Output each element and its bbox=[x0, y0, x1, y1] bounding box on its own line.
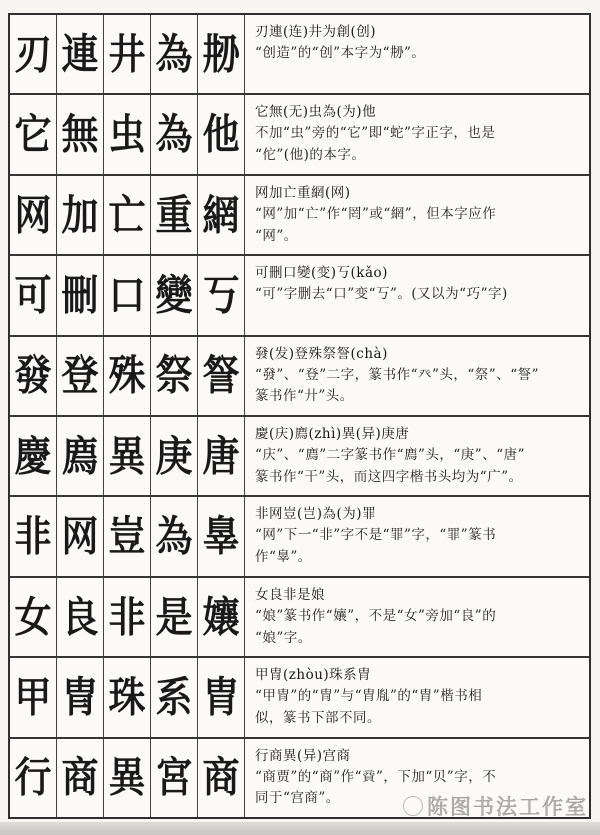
seal-character: 重 bbox=[155, 189, 193, 240]
explanation-cell bbox=[245, 658, 589, 736]
seal-character: 無 bbox=[61, 109, 99, 159]
seal-character: 是 bbox=[155, 591, 193, 642]
seal-character: 詧 bbox=[202, 350, 240, 400]
seal-character: 胄 bbox=[202, 672, 240, 722]
seal-character: 甲 bbox=[14, 672, 52, 722]
seal-char-cell bbox=[10, 739, 57, 817]
seal-char-cell bbox=[10, 417, 57, 495]
explanation-line: “佗”(他)的本字。 bbox=[255, 147, 366, 164]
seal-character: 祭 bbox=[155, 350, 193, 400]
explanation-line: “创造”的“创”本字为“刱”。 bbox=[255, 44, 426, 61]
seal-char-cell bbox=[10, 497, 57, 575]
seal-character: 加 bbox=[61, 189, 99, 240]
seal-character: 虫 bbox=[108, 109, 146, 159]
seal-character: 豈 bbox=[108, 511, 146, 561]
mnemonic-headline: 甲冑(zhòu)珠系胄 bbox=[255, 667, 372, 684]
explanation-line: “网”加“亡”作“罔”或“網”，但本字应作 bbox=[255, 205, 497, 222]
seal-char-cell bbox=[104, 15, 151, 93]
seal-character: 女 bbox=[14, 591, 52, 642]
seal-character: 為 bbox=[155, 29, 193, 79]
seal-character: 廌 bbox=[61, 431, 99, 481]
seal-character: 行 bbox=[14, 752, 52, 802]
mnemonic-headline: 它無(无)虫為(为)他 bbox=[255, 104, 377, 121]
seal-char-cell bbox=[10, 256, 57, 334]
seal-char-cell bbox=[10, 337, 57, 415]
seal-character: 異 bbox=[108, 431, 146, 481]
seal-character: 庚 bbox=[155, 431, 193, 481]
seal-character: 网 bbox=[61, 511, 99, 561]
table-row bbox=[10, 578, 589, 658]
explanation-line: “娘”篆书作“孃”，不是“女”旁加“良”的 bbox=[255, 607, 497, 624]
seal-char-cell bbox=[198, 256, 245, 334]
seal-char-cell bbox=[198, 578, 245, 656]
seal-character: 慶 bbox=[14, 431, 52, 481]
seal-char-cell bbox=[151, 497, 198, 575]
mnemonic-headline: 行商異(异)宫商 bbox=[255, 747, 351, 764]
explanation-line: “娘”字。 bbox=[255, 629, 312, 646]
seal-character: 可 bbox=[14, 270, 52, 320]
explanation-line: “商贾”的“商”作“𧶜”，下加“贝”字，不 bbox=[255, 768, 497, 785]
seal-character: 系 bbox=[155, 672, 193, 722]
seal-char-cell bbox=[104, 739, 151, 817]
seal-char-cell bbox=[104, 95, 151, 173]
seal-character: 孃 bbox=[202, 591, 240, 642]
explanation-line: 作“辠”。 bbox=[255, 549, 312, 566]
explanation-line: 篆书作“干”头，而这四字楷书头均为“广”。 bbox=[255, 468, 523, 485]
seal-character: 网 bbox=[14, 189, 52, 240]
seal-character: 辠 bbox=[202, 511, 240, 561]
explanation-cell bbox=[245, 15, 589, 93]
explanation-line: 同于“宫商”。 bbox=[255, 790, 340, 807]
seal-character: 口 bbox=[108, 270, 146, 320]
explanation-cell bbox=[245, 95, 589, 173]
seal-char-cell bbox=[151, 95, 198, 173]
seal-char-cell bbox=[104, 176, 151, 254]
seal-char-cell bbox=[57, 256, 104, 334]
seal-char-cell bbox=[151, 337, 198, 415]
seal-character: 為 bbox=[155, 511, 193, 561]
explanation-cell bbox=[245, 739, 589, 817]
seal-char-cell bbox=[151, 176, 198, 254]
mnemonic-headline: 可刪口變(变)丂(kǎo) bbox=[255, 265, 388, 282]
table-row bbox=[10, 176, 589, 256]
seal-character: 亡 bbox=[108, 189, 146, 240]
seal-character: 變 bbox=[155, 270, 193, 320]
seal-char-cell bbox=[151, 739, 198, 817]
seal-char-cell bbox=[151, 658, 198, 736]
mnemonic-headline: 慶(庆)廌(zhì)異(异)庚唐 bbox=[255, 426, 410, 443]
explanation-line: 不加“虫”旁的“它”即“蛇”字正字，也是 bbox=[255, 125, 496, 142]
seal-character: 非 bbox=[14, 511, 52, 561]
seal-char-cell bbox=[104, 497, 151, 575]
seal-char-cell bbox=[57, 176, 104, 254]
seal-char-cell bbox=[57, 739, 104, 817]
seal-character: 唐 bbox=[202, 431, 240, 481]
seal-character: 異 bbox=[108, 752, 146, 802]
explanation-line: “网”。 bbox=[255, 227, 298, 244]
seal-character: 為 bbox=[155, 109, 193, 159]
seal-character: 殊 bbox=[108, 350, 146, 400]
seal-character: 它 bbox=[14, 109, 52, 159]
seal-char-cell bbox=[151, 256, 198, 334]
seal-script-reference-table bbox=[8, 13, 591, 819]
seal-character: 商 bbox=[202, 752, 240, 802]
seal-character: 發 bbox=[14, 350, 52, 400]
seal-char-cell bbox=[57, 658, 104, 736]
seal-char-cell bbox=[10, 15, 57, 93]
explanation-cell bbox=[245, 256, 589, 334]
seal-char-cell bbox=[104, 417, 151, 495]
seal-char-cell bbox=[198, 15, 245, 93]
table-row bbox=[10, 739, 589, 817]
seal-char-cell bbox=[198, 739, 245, 817]
seal-char-cell bbox=[198, 176, 245, 254]
seal-character: 宮 bbox=[155, 752, 193, 802]
seal-character: 刱 bbox=[202, 29, 240, 79]
seal-char-cell bbox=[151, 417, 198, 495]
explanation-cell bbox=[245, 417, 589, 495]
table-row bbox=[10, 15, 589, 95]
seal-character: 珠 bbox=[108, 672, 146, 722]
seal-char-cell bbox=[57, 497, 104, 575]
explanation-cell bbox=[245, 497, 589, 575]
seal-character: 他 bbox=[202, 109, 240, 159]
table-row bbox=[10, 497, 589, 577]
seal-character: 網 bbox=[202, 189, 240, 240]
seal-character: 非 bbox=[108, 591, 146, 642]
scan-bottom-edge bbox=[0, 822, 600, 835]
watermark-text: 陈图书法工作室 bbox=[427, 795, 588, 819]
seal-char-cell bbox=[57, 337, 104, 415]
explanation-line: “可”字删去“口”变“丂”。(又以为“巧”字) bbox=[255, 286, 508, 303]
seal-character: 冑 bbox=[61, 672, 99, 722]
seal-character: 井 bbox=[108, 29, 146, 79]
explanation-line: 似，篆书下部不同。 bbox=[255, 710, 381, 727]
seal-char-cell bbox=[151, 578, 198, 656]
seal-character: 刪 bbox=[61, 270, 99, 320]
table-row bbox=[10, 95, 589, 175]
seal-character: 商 bbox=[61, 752, 99, 802]
seal-char-cell bbox=[57, 95, 104, 173]
mnemonic-headline: 女良非是娘 bbox=[255, 586, 325, 603]
seal-character: 登 bbox=[61, 350, 99, 400]
explanation-line: “庆”、“廌”二字篆书作“廌”头，“庚”、“唐” bbox=[255, 446, 526, 463]
explanation-line: “网”下一“非”字不是“罪”字，“罪”篆书 bbox=[255, 527, 497, 544]
table-row bbox=[10, 337, 589, 417]
seal-char-cell bbox=[198, 497, 245, 575]
mnemonic-headline: 刃連(连)井为創(创) bbox=[255, 24, 377, 40]
seal-char-cell bbox=[198, 658, 245, 736]
explanation-cell bbox=[245, 578, 589, 656]
mnemonic-headline: 网加亡重網(网) bbox=[255, 184, 351, 201]
explanation-cell bbox=[245, 176, 589, 254]
seal-character: 丂 bbox=[202, 270, 240, 320]
explanation-line: “甲冑”的“冑”与“胄胤”的“胄”楷书相 bbox=[255, 688, 483, 705]
mnemonic-headline: 非网豈(岂)為(为)罪 bbox=[255, 506, 377, 523]
seal-char-cell bbox=[104, 658, 151, 736]
seal-char-cell bbox=[151, 15, 198, 93]
table-row bbox=[10, 256, 589, 336]
explanation-line: “發”、“登”二字，篆书作“癶”头，“祭”、“詧” bbox=[255, 366, 540, 383]
explanation-cell bbox=[245, 337, 589, 415]
seal-character: 刃 bbox=[14, 29, 52, 79]
table-row bbox=[10, 658, 589, 738]
seal-char-cell bbox=[104, 578, 151, 656]
mnemonic-headline: 發(发)登殊祭詧(chà) bbox=[255, 345, 388, 362]
seal-char-cell bbox=[57, 15, 104, 93]
seal-char-cell bbox=[104, 256, 151, 334]
seal-char-cell bbox=[10, 578, 57, 656]
seal-char-cell bbox=[198, 95, 245, 173]
seal-character: 連 bbox=[61, 29, 99, 79]
seal-char-cell bbox=[10, 658, 57, 736]
seal-char-cell bbox=[57, 578, 104, 656]
seal-char-cell bbox=[10, 176, 57, 254]
seal-char-cell bbox=[198, 417, 245, 495]
seal-char-cell bbox=[104, 337, 151, 415]
explanation-line: 篆书作“廾”头。 bbox=[255, 388, 354, 405]
seal-char-cell bbox=[198, 337, 245, 415]
table-row bbox=[10, 417, 589, 497]
seal-char-cell bbox=[10, 95, 57, 173]
seal-character: 良 bbox=[61, 591, 99, 642]
seal-char-cell bbox=[57, 417, 104, 495]
